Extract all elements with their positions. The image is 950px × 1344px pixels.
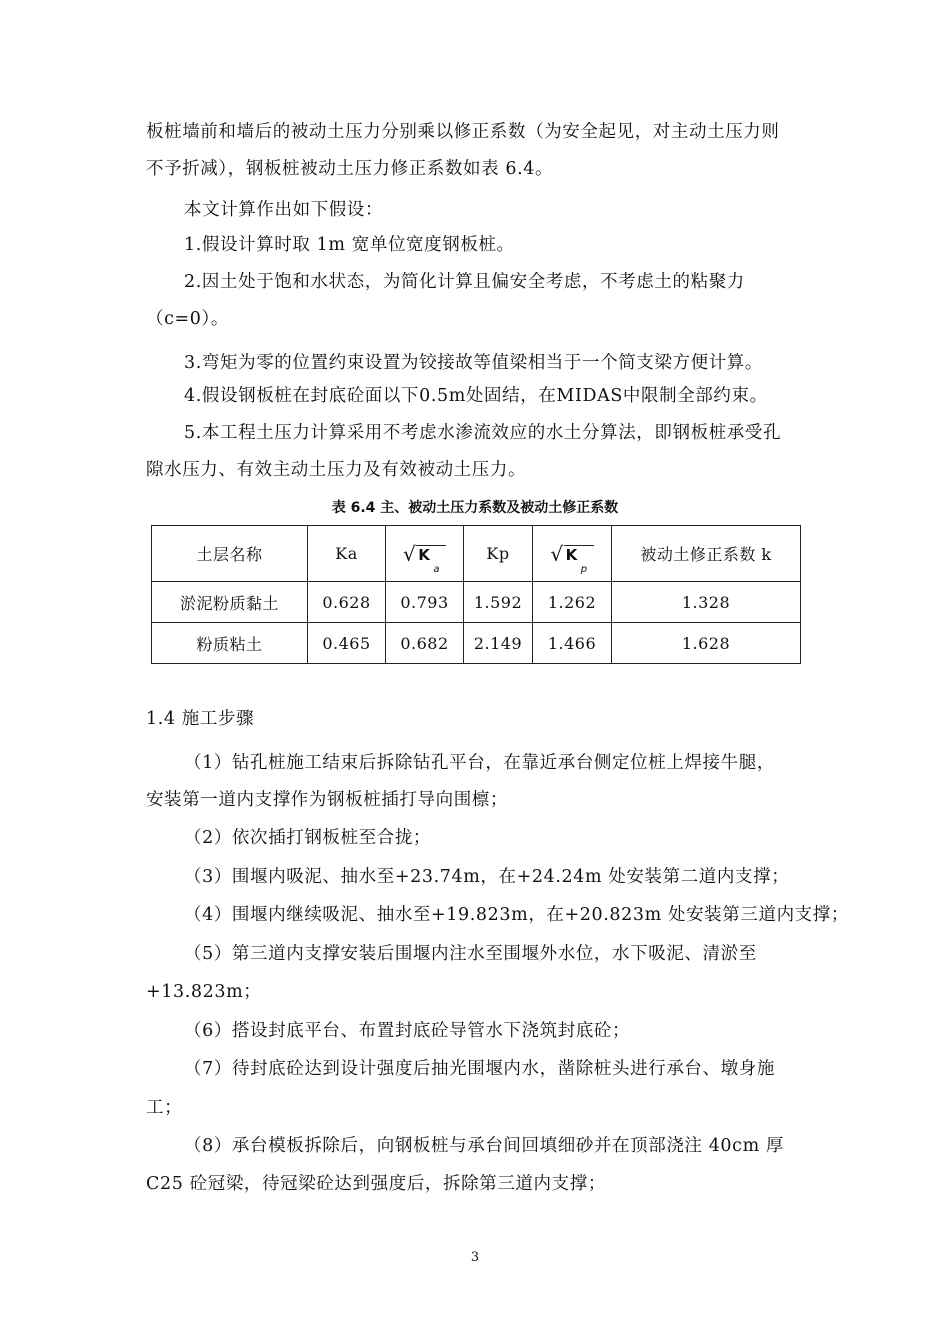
cell-sqrt-ka: 0.793: [386, 582, 464, 623]
sqrt-kp-formula: [550, 541, 593, 575]
section-heading: 1.4 施工步骤: [146, 709, 255, 729]
step-5-cont: +13.823m；: [146, 982, 262, 1002]
cell-soil-name: 粉质粘土: [152, 623, 308, 664]
cell-correction-k: 1.628: [612, 623, 801, 664]
step-1-cont: 安装第一道内支撑作为钢板桩插打导向围檩；: [146, 790, 508, 810]
header-ka: Ka: [308, 526, 386, 582]
step-6: （6）搭设封底平台、布置封底砼导管水下浇筑封底砼；: [184, 1021, 631, 1041]
sqrt-kp-main: K: [565, 545, 578, 564]
step-3: （3）围堰内吸泥、抽水至+23.74m，在+24.24m 处安装第二道内支撑；: [184, 867, 790, 887]
sqrt-ka-formula: [402, 541, 446, 575]
sqrt-ka-sub: a: [433, 563, 440, 575]
assumption-2-cont: （c=0）。: [146, 309, 229, 329]
header-kp: Kp: [464, 526, 533, 582]
assumption-1: 1.假设计算时取 1m 宽单位宽度钢板桩。: [184, 235, 515, 255]
coefficient-table: [151, 525, 801, 664]
header-soil-name: 土层名称: [152, 526, 308, 582]
step-2: （2）依次插打钢板桩至合拢；: [184, 828, 432, 848]
cell-kp: 1.592: [464, 582, 533, 623]
header-sqrt-kp: [533, 526, 612, 582]
cell-sqrt-kp: 1.466: [533, 623, 612, 664]
cell-sqrt-ka: 0.682: [386, 623, 464, 664]
step-7: （7）待封底砼达到设计强度后抽光围堰内水，凿除桩头进行承台、墩身施: [184, 1059, 775, 1079]
assumption-4: 4.假设钢板桩在封底砼面以下0.5m处固结，在MIDAS中限制全部约束。: [184, 386, 768, 406]
cell-correction-k: 1.328: [612, 582, 801, 623]
table-header-row: [152, 526, 801, 582]
sqrt-kp-sub: p: [580, 563, 588, 575]
radical-icon: √: [402, 541, 417, 566]
radical-icon: √: [550, 541, 564, 566]
paragraph-line: 不予折减），钢板桩被动土压力修正系数如表 6.4。: [146, 159, 554, 179]
header-sqrt-ka: [386, 526, 464, 582]
sqrt-ka-main: K: [418, 545, 431, 564]
paragraph-line: 板桩墙前和墙后的被动土压力分别乘以修正系数（为安全起见，对主动土压力则: [146, 122, 780, 142]
step-8: （8）承台模板拆除后，向钢板桩与承台间回填细砂并在顶部浇注 40cm 厚: [184, 1136, 785, 1156]
step-8-cont: C25 砼冠梁，待冠梁砼达到强度后，拆除第三道内支撑；: [146, 1174, 606, 1194]
page-number: 3: [470, 1250, 480, 1265]
cell-ka: 0.628: [308, 582, 386, 623]
assumption-3: 3.弯矩为零的位置约束设置为铰接故等值梁相当于一个简支梁方便计算。: [184, 353, 763, 373]
cell-kp: 2.149: [464, 623, 533, 664]
table-row: [152, 582, 801, 623]
step-7-cont: 工；: [146, 1098, 183, 1118]
cell-ka: 0.465: [308, 623, 386, 664]
step-5: （5）第三道内支撑安装后围堰内注水至围堰外水位，水下吸泥、清淤至: [184, 944, 757, 964]
cell-sqrt-kp: 1.262: [533, 582, 612, 623]
step-4: （4）围堰内继续吸泥、抽水至+19.823m，在+20.823m 处安装第三道内支撑；: [184, 905, 849, 925]
table-row: [152, 623, 801, 664]
paragraph-line: 本文计算作出如下假设：: [184, 200, 384, 220]
cell-soil-name: 淤泥粉质黏土: [152, 582, 308, 623]
assumption-5: 5.本工程土压力计算采用不考虑水渗流效应的水土分算法，即钢板桩承受孔: [184, 423, 782, 443]
header-correction-k: 被动土修正系数 k: [612, 526, 801, 582]
assumption-5-cont: 隙水压力、有效主动土压力及有效被动土压力。: [146, 460, 527, 480]
step-1: （1）钻孔桩施工结束后拆除钻孔平台，在靠近承台侧定位桩上焊接牛腿，: [184, 753, 775, 773]
table-caption: 表 6.4 主、被动土压力系数及被动土修正系数: [331, 500, 619, 516]
assumption-2: 2.因土处于饱和水状态，为简化计算且偏安全考虑，不考虑土的粘聚力: [184, 272, 745, 292]
